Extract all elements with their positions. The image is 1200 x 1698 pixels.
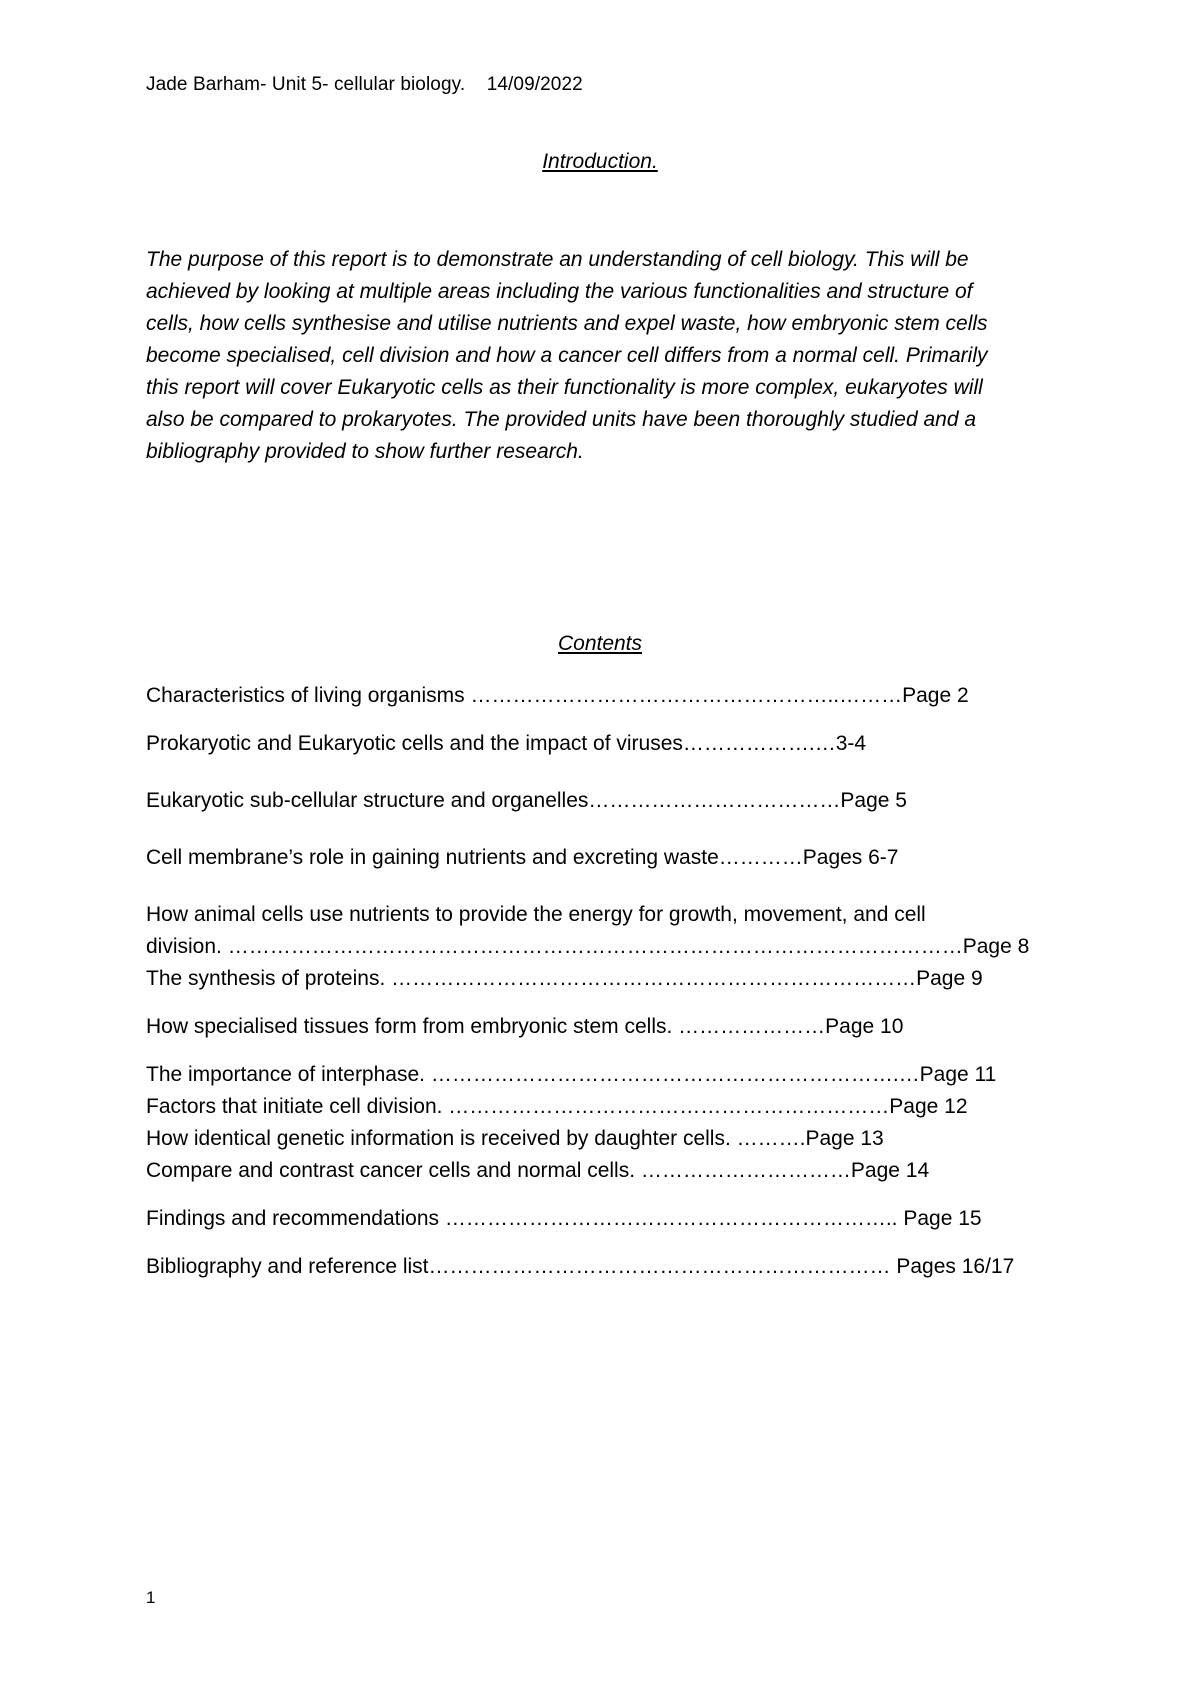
contents-line: How specialised tissues form from embryonic stem cells. …………………Page 10 (146, 1015, 904, 1038)
contents-line: division. ……………………………………………………………………………………………Page 8 (146, 935, 1030, 958)
contents-line: Factors that initiate cell division. ………………………………………………………Page 12 (146, 1095, 968, 1118)
contents-line: Characteristics of living organisms ……………………………………………..………Page 2 (146, 684, 969, 707)
page-number: 1 (146, 1588, 156, 1607)
contents-line: Findings and recommendations ……………………………………………………….. Page 15 (146, 1207, 982, 1230)
contents-line: Prokaryotic and Eukaryotic cells and the impact of viruses……………….…3-4 (146, 732, 867, 755)
introduction-line: achieved by looking at multiple areas including the various functionalities and structure of (146, 280, 973, 303)
contents-line: Bibliography and reference list………………………………………………………… Pages 16/17 (146, 1255, 1015, 1278)
introduction-line: cells, how cells synthesise and utilise nutrients and expel waste, how embryonic stem cells (146, 312, 988, 335)
introduction-line: become specialised, cell division and how a cancer cell differs from a normal cell. Primarily (146, 344, 988, 367)
introduction-line: bibliography provided to show further research. (146, 440, 584, 463)
contents-line: Compare and contrast cancer cells and normal cells. …………………………Page 14 (146, 1159, 930, 1182)
introduction-paragraph (146, 244, 1046, 468)
contents-line: The synthesis of proteins. …………………………………………………………………Page 9 (146, 967, 983, 990)
introduction-heading: Introduction. (542, 150, 658, 173)
contents-line: Eukaryotic sub-cellular structure and organelles………………………………Page 5 (146, 789, 907, 812)
contents-line: Cell membrane’s role in gaining nutrients and excreting waste…………Pages 6-7 (146, 846, 899, 869)
contents-line: The importance of interphase. ………………………………………………………….…Page 11 (146, 1063, 997, 1086)
contents-heading: Contents (557, 632, 643, 655)
contents-line: How animal cells use nutrients to provide the energy for growth, movement, and cell (146, 903, 926, 926)
introduction-line: also be compared to prokaryotes. The provided units have been thoroughly studied and a (146, 408, 977, 431)
introduction-line: this report will cover Eukaryotic cells as their functionality is more complex, eukaryotes will (146, 376, 983, 399)
page-header: Jade Barham- Unit 5- cellular biology. 14/09/2022 (146, 74, 583, 95)
contents-line: How identical genetic information is received by daughter cells. ……….Page 13 (146, 1127, 884, 1150)
introduction-line: The purpose of this report is to demonstrate an understanding of cell biology. This will be (146, 248, 969, 271)
